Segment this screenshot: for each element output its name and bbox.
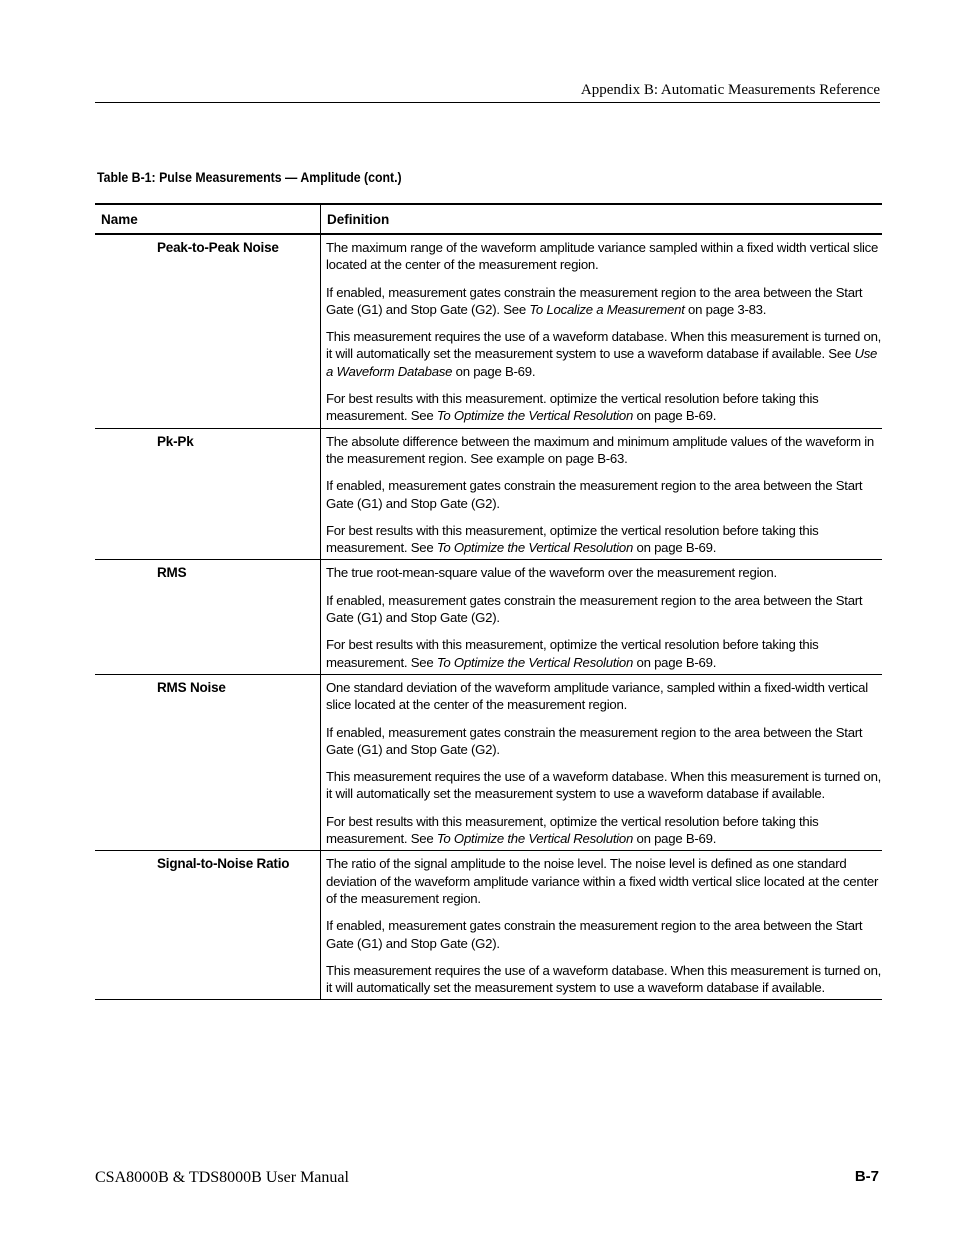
text-run: on page B-69. bbox=[633, 831, 717, 847]
definition-paragraph bbox=[326, 768, 882, 803]
cross-reference-title: To Optimize the Vertical Resolution bbox=[436, 654, 634, 670]
text-run: For best results with this measurement. optimize the vertical resolution before taking this measurement. See bbox=[326, 391, 819, 424]
table-header-row bbox=[95, 204, 882, 234]
definition-paragraph bbox=[326, 813, 882, 848]
cross-reference-title: To Localize a Measurement bbox=[529, 301, 685, 317]
table-row bbox=[95, 674, 882, 850]
column-header-name: Name bbox=[95, 204, 321, 234]
text-run: on page B-69. bbox=[633, 408, 717, 424]
text-run: The ratio of the signal amplitude to the noise level. The noise level is defined as one standard deviation of the waveform amplitude variance within a fixed width vertical slice located at the center of the measurement region. bbox=[326, 856, 879, 906]
text-run: on page B-69. bbox=[452, 363, 536, 379]
measurement-definition bbox=[321, 560, 883, 674]
table-title: Table B-1: Pulse Measurements — Amplitude (cont.) bbox=[97, 169, 402, 185]
table-row bbox=[95, 851, 882, 1000]
text-run: The maximum range of the waveform amplitude variance sampled within a fixed width vertical slice located at the center of the measurement region. bbox=[326, 240, 879, 273]
measurement-name: RMS bbox=[95, 560, 321, 674]
definition-paragraph bbox=[326, 328, 882, 380]
table-row bbox=[95, 234, 882, 428]
column-header-definition: Definition bbox=[321, 204, 883, 234]
measurements-table bbox=[95, 203, 882, 1000]
measurement-name: RMS Noise bbox=[95, 674, 321, 850]
definition-paragraph bbox=[326, 592, 882, 627]
definition-paragraph bbox=[326, 239, 882, 274]
text-run: This measurement requires the use of a waveform database. When this measurement is turned on, it will automatically set the measurement system to use a waveform database if available. See bbox=[326, 329, 882, 362]
text-run: If enabled, measurement gates constrain the measurement region to the area between the Start Gate (G1) and Stop Gate (G2). bbox=[326, 592, 863, 626]
text-run: One standard deviation of the waveform amplitude variance, sampled within a fixed-width vertical slice located at the center of the measurement region. bbox=[326, 679, 868, 713]
definition-paragraph bbox=[326, 917, 882, 952]
text-run: This measurement requires the use of a waveform database. When this measurement is turned on, it will automatically set the measurement system to use a waveform database if available. bbox=[326, 962, 882, 996]
running-header: Appendix B: Automatic Measurements Reference bbox=[95, 82, 880, 103]
text-run: on page 3-83. bbox=[684, 301, 767, 317]
definition-paragraph bbox=[326, 636, 882, 671]
page-number: B-7 bbox=[854, 1168, 879, 1185]
text-run: on page B-69. bbox=[633, 540, 717, 556]
definition-paragraph bbox=[326, 522, 882, 557]
measurement-name: Peak-to-Peak Noise bbox=[95, 234, 321, 428]
text-run: This measurement requires the use of a waveform database. When this measurement is turned on, it will automatically set the measurement system to use a waveform database if available. bbox=[326, 769, 882, 802]
measurement-name: Signal-to-Noise Ratio bbox=[95, 851, 321, 1000]
cross-reference-title: To Optimize the Vertical Resolution bbox=[436, 408, 634, 424]
definition-paragraph bbox=[326, 679, 882, 714]
measurement-definition bbox=[321, 674, 883, 850]
measurement-definition bbox=[321, 234, 883, 428]
text-run: on page B-69. bbox=[633, 654, 717, 670]
measurement-name: Pk-Pk bbox=[95, 428, 321, 560]
text-run: If enabled, measurement gates constrain the measurement region to the area between the Start Gate (G1) and Stop Gate (G2). See bbox=[326, 284, 863, 317]
table-row bbox=[95, 428, 882, 560]
text-run: For best results with this measurement, optimize the vertical resolution before taking this measurement. See bbox=[326, 522, 819, 556]
text-run: For best results with this measurement, optimize the vertical resolution before taking this measurement. See bbox=[326, 813, 819, 847]
measurement-definition bbox=[321, 428, 883, 560]
measurement-definition bbox=[321, 851, 883, 1000]
cross-reference-title: Use a Waveform Database bbox=[326, 346, 878, 379]
definition-paragraph bbox=[326, 564, 882, 581]
table-row bbox=[95, 560, 882, 674]
text-run: For best results with this measurement, optimize the vertical resolution before taking this measurement. See bbox=[326, 637, 819, 670]
text-run: If enabled, measurement gates constrain the measurement region to the area between the Start Gate (G1) and Stop Gate (G2). bbox=[326, 478, 863, 511]
table-body bbox=[95, 234, 882, 1000]
definition-paragraph bbox=[326, 724, 882, 759]
text-run: If enabled, measurement gates constrain the measurement region to the area between the Start Gate (G1) and Stop Gate (G2). bbox=[326, 724, 863, 757]
definition-paragraph bbox=[326, 433, 882, 468]
cross-reference-title: To Optimize the Vertical Resolution bbox=[436, 540, 634, 556]
definition-paragraph bbox=[326, 962, 882, 997]
cross-reference-title: To Optimize the Vertical Resolution bbox=[436, 831, 634, 847]
footer-manual-title: CSA8000B & TDS8000B User Manual bbox=[95, 1169, 349, 1186]
definition-paragraph bbox=[326, 855, 882, 907]
definition-paragraph bbox=[326, 477, 882, 512]
definition-paragraph bbox=[326, 284, 882, 319]
definition-paragraph bbox=[326, 390, 882, 425]
text-run: The absolute difference between the maximum and minimum amplitude values of the waveform in the measurement region. See example on page B-63. bbox=[326, 433, 875, 466]
text-run: If enabled, measurement gates constrain the measurement region to the area between the Start Gate (G1) and Stop Gate (G2). bbox=[326, 918, 863, 951]
text-run: The true root-mean-square value of the waveform over the measurement region. bbox=[326, 565, 777, 581]
